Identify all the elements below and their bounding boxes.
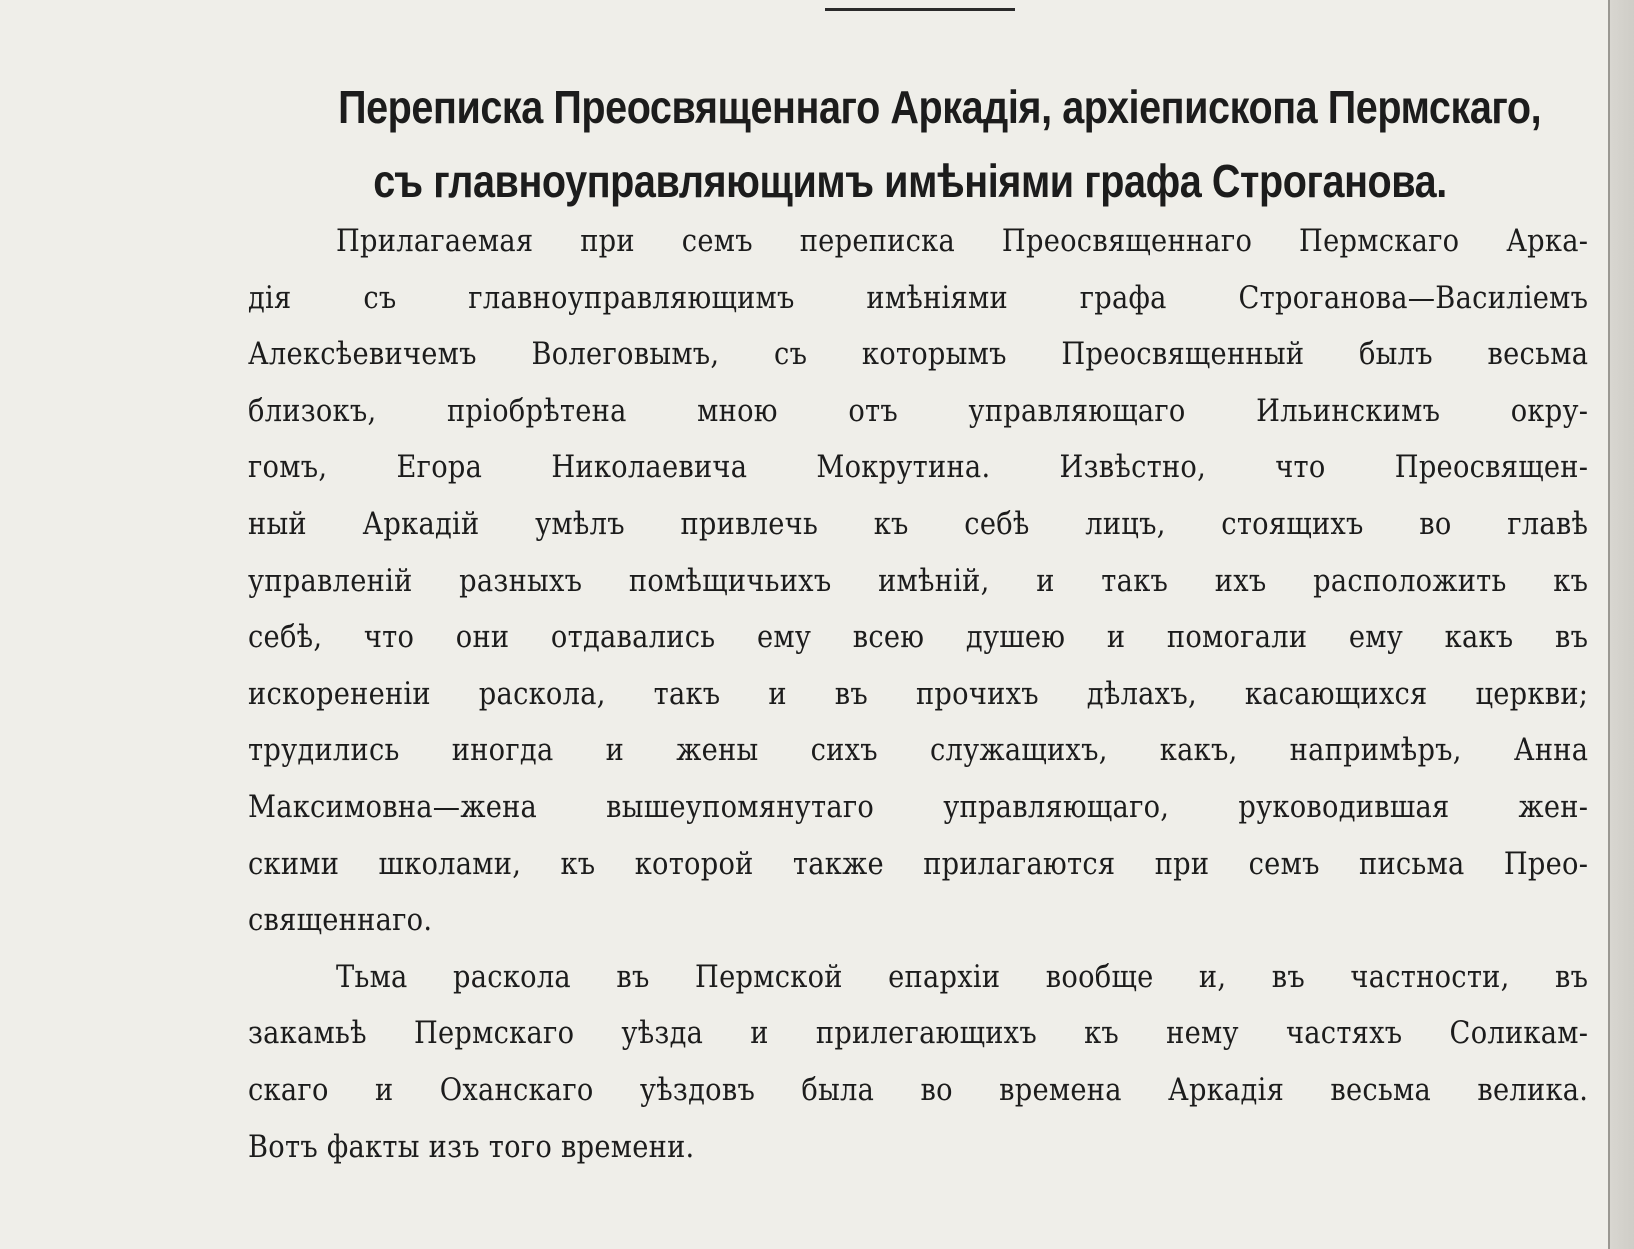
paragraph-line: гомъ, Егора Николаевича Мокрутина. Извѣстно, что Преосвящен-	[248, 449, 1589, 486]
paragraph-line: Тьма раскола въ Пермской епархіи вообще и, въ частности, въ	[336, 958, 1589, 995]
paragraph-line: Максимовна—жена вышеупомянутаго управляющаго, руководившая жен-	[248, 788, 1589, 825]
title-line-1: Переписка Преосвященнаго Аркадія, архіепископа Пермскаго,	[338, 81, 1542, 133]
article-title	[338, 70, 1542, 218]
header-rule	[825, 8, 1015, 11]
paragraph-line: близокъ, пріобрѣтена мною отъ управляющаго Ильинскимъ окру-	[248, 392, 1589, 429]
binding-shadow	[1610, 0, 1634, 1249]
article-body	[248, 213, 1588, 1175]
paragraph-line: ный Аркадій умѣлъ привлечь къ себѣ лицъ, стоящихъ во главѣ	[248, 505, 1589, 542]
paragraph-line: Прилагаемая при семъ переписка Преосвященнаго Пермскаго Арка-	[336, 223, 1589, 259]
title-line-2: съ главноуправляющимъ имѣніями графа Строганова.	[373, 155, 1447, 207]
paragraph-line: Алексѣевичемъ Волеговымъ, съ которымъ Преосвященный былъ весьма	[248, 336, 1589, 373]
paragraph-line: себѣ, что они отдавались ему всею душею и помогали ему какъ въ	[248, 619, 1589, 656]
paragraph-line: искорененіи раскола, такъ и въ прочихъ дѣлахъ, касающихся церкви;	[248, 675, 1589, 712]
paragraph-line: священнаго.	[248, 902, 433, 939]
paragraph-line: скаго и Оханскаго уѣздовъ была во времена Аркадія весьма велика.	[248, 1071, 1589, 1108]
paragraph-line: закамьѣ Пермскаго уѣзда и прилегающихъ къ нему частяхъ Соликам-	[248, 1015, 1589, 1052]
paragraph-line: Вотъ факты изъ того времени.	[248, 1128, 695, 1165]
paragraph-line: скими школами, къ которой также прилагаются при семъ письма Прео-	[248, 845, 1589, 882]
paragraph-line: управленій разныхъ помѣщичьихъ имѣній, и такъ ихъ расположить къ	[248, 562, 1589, 599]
paragraph-line: дія съ главноуправляющимъ имѣніями графа Строганова—Василіемъ	[248, 279, 1589, 316]
paragraph-line: трудились иногда и жены сихъ служащихъ, какъ, напримѣръ, Анна	[248, 732, 1589, 769]
